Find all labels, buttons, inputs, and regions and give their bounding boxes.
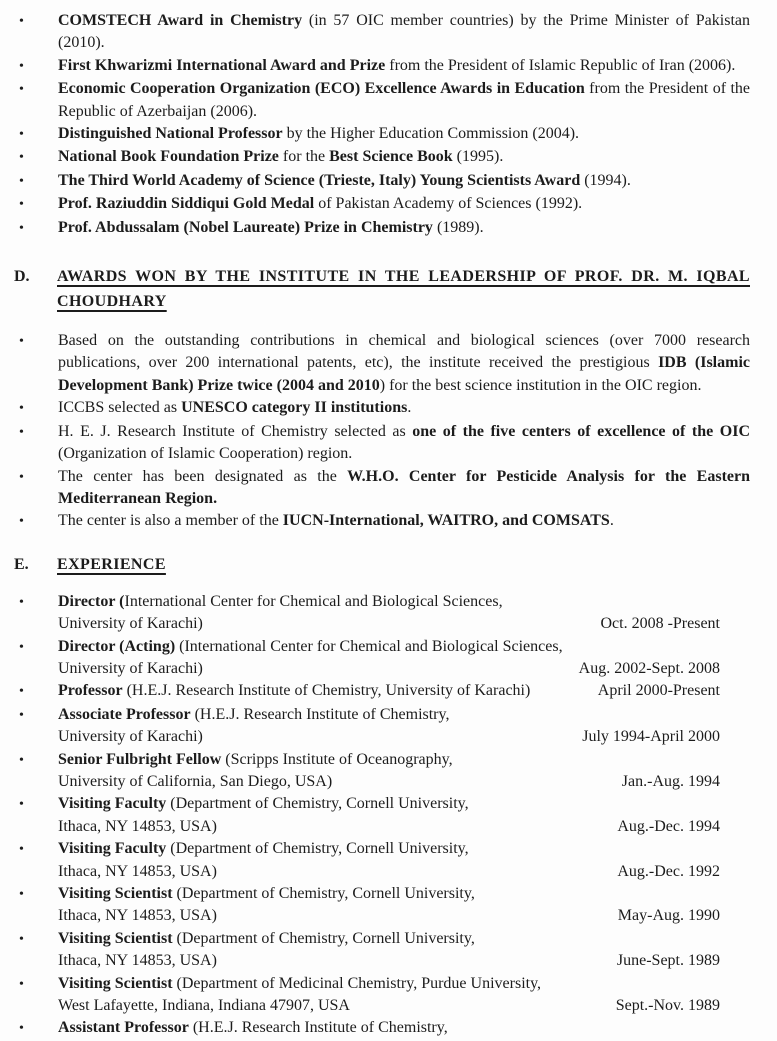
- experience-org: (Department of Chemistry, Cornell University,: [172, 929, 475, 947]
- text-segment: (in 57 OIC member countries) by the Prime Minister of Pakistan (2010).: [58, 12, 750, 52]
- experience-location: Ithaca, NY 14853, USA): [58, 817, 217, 835]
- text-segment: Based on the outstanding contributions in chemical and biological sciences (over 7000 research publications, over 200 international patents, etc), the institute received the prestigious: [58, 332, 750, 372]
- bullet-text: [58, 10, 750, 55]
- personal-awards-list: [0, 10, 777, 240]
- experience-body: [58, 838, 750, 883]
- institute-awards-list: [0, 330, 777, 534]
- experience-line2: [58, 995, 750, 1017]
- section-e-heading: [0, 552, 777, 577]
- experience-org: (H.E.J. Research Institute of Chemistry,: [190, 705, 450, 723]
- text-segment: Economic Cooperation Organization (ECO) Excellence Awards in Education: [58, 80, 585, 98]
- experience-title: Director (: [58, 592, 125, 610]
- text-segment: (1995).: [452, 148, 504, 166]
- experience-line1: [58, 1017, 750, 1039]
- section-d-title-line2: CHOUDHARY: [57, 293, 167, 311]
- experience-line2: [58, 613, 750, 635]
- experience-line1: [58, 636, 750, 658]
- experience-line1: [58, 838, 750, 860]
- text-segment: of Pakistan Academy of Sciences (1992).: [314, 195, 583, 213]
- section-d-title: [57, 264, 750, 314]
- experience-text: [58, 636, 563, 658]
- bullet-icon: •: [19, 82, 24, 98]
- experience-location: University of Karachi): [58, 659, 203, 677]
- experience-body: [58, 704, 750, 749]
- experience-body: [58, 636, 750, 681]
- experience-location: Ithaca, NY 14853, USA): [58, 862, 217, 880]
- text-segment: National Book Foundation Prize: [58, 148, 279, 166]
- bullet-icon: •: [19, 58, 24, 74]
- experience-title: Visiting Faculty: [58, 840, 167, 858]
- experience-item: [0, 1017, 777, 1040]
- bullet-icon: •: [19, 842, 24, 858]
- experience-text: [58, 680, 530, 702]
- text-segment: First Khwarizmi International Award and Prize: [58, 56, 386, 74]
- experience-date: Aug.-Dec. 1994: [617, 817, 720, 835]
- experience-item: [0, 636, 777, 681]
- section-d-heading: [0, 264, 777, 314]
- experience-text: [58, 883, 475, 905]
- experience-line1: [58, 704, 750, 726]
- bullet-icon: •: [19, 14, 24, 29]
- experience-list: [0, 591, 777, 1041]
- experience-org: (Scripps Institute of Oceanography,: [221, 750, 453, 768]
- bullet-icon: •: [19, 797, 24, 813]
- experience-title: Director (Acting): [58, 637, 176, 655]
- text-segment: .: [609, 512, 614, 530]
- bullet-icon: •: [19, 1021, 24, 1037]
- text-segment: Prof. Raziuddin Siddiqui Gold Medal: [58, 195, 315, 213]
- experience-title: Assistant Professor: [58, 1019, 189, 1037]
- bullet-icon: •: [19, 707, 24, 723]
- experience-line1: [58, 928, 750, 950]
- experience-item: [0, 838, 777, 883]
- institute-achievement-item: [0, 466, 777, 511]
- text-segment: from the President of the Republic of Azerbaijan (2006).: [58, 80, 751, 120]
- award-item: [0, 170, 777, 193]
- experience-title: Visiting Scientist: [58, 974, 173, 992]
- text-segment: Distinguished National Professor: [58, 125, 283, 143]
- experience-location: University of Karachi): [58, 728, 203, 746]
- text-segment: The center has been designated as the: [58, 467, 348, 485]
- section-e-title-text: EXPERIENCE: [57, 555, 166, 573]
- experience-body: [58, 793, 750, 838]
- experience-body: [58, 749, 750, 794]
- award-item: [0, 217, 777, 240]
- bullet-icon: •: [19, 424, 24, 440]
- experience-date: June-Sept. 1989: [616, 952, 720, 970]
- experience-title: Visiting Scientist: [58, 885, 173, 902]
- bullet-icon: •: [19, 401, 24, 417]
- experience-location: Ithaca, NY 14853, USA): [58, 952, 217, 970]
- experience-line2: [58, 816, 750, 838]
- bullet-text: [58, 397, 750, 419]
- experience-line2: [58, 950, 750, 972]
- experience-org: (Department of Chemistry, Cornell University,: [166, 840, 469, 858]
- experience-item: [0, 883, 777, 928]
- experience-item: [0, 591, 777, 636]
- experience-item: [0, 749, 777, 794]
- experience-title: Professor: [58, 682, 123, 700]
- experience-text: [58, 591, 503, 613]
- text-segment: .: [407, 399, 412, 417]
- section-d-title-line1: AWARDS WON BY THE INSTITUTE IN THE LEADERSHIP OF PROF. DR. M. IQBAL: [57, 268, 750, 286]
- bullet-icon: •: [19, 469, 24, 485]
- award-item: [0, 78, 777, 123]
- bullet-text: [58, 217, 750, 239]
- experience-text: [58, 749, 453, 771]
- section-e-label: E.: [14, 555, 29, 573]
- experience-title: Senior Fulbright Fellow: [58, 750, 222, 768]
- bullet-text: [58, 123, 750, 145]
- experience-text: [58, 793, 469, 815]
- experience-text: [58, 704, 449, 726]
- experience-body: [58, 883, 750, 928]
- experience-org: (H.E.J. Research Institute of Chemistry,: [188, 1019, 448, 1037]
- text-segment: ICCBS selected as: [58, 399, 182, 417]
- bullet-icon: •: [19, 931, 24, 947]
- experience-title: Associate Professor: [58, 705, 191, 723]
- experience-body: [58, 973, 750, 1018]
- bullet-text: [58, 510, 750, 532]
- institute-achievement-item: [0, 330, 777, 397]
- bullet-text: [58, 146, 750, 168]
- text-segment: one of the five centers of excellence of the OIC: [412, 422, 751, 440]
- experience-date: Aug. 2002-Sept. 2008: [578, 659, 720, 677]
- text-segment: (1989).: [432, 218, 484, 236]
- bullet-text: [58, 330, 750, 397]
- institute-achievement-item: [0, 421, 777, 466]
- experience-date: July 1994-April 2000: [582, 728, 720, 746]
- experience-text: [58, 973, 541, 995]
- institute-achievement-item: [0, 397, 777, 420]
- experience-org: International Center for Chemical and Biological Sciences,: [124, 592, 503, 610]
- award-item: [0, 193, 777, 216]
- text-segment: UNESCO category II institutions: [181, 399, 408, 417]
- experience-line1: [58, 591, 750, 613]
- experience-title: Visiting Scientist: [58, 929, 173, 947]
- text-segment: for the: [278, 148, 330, 166]
- award-item: [0, 55, 777, 78]
- experience-line1: [58, 680, 750, 702]
- text-segment: H. E. J. Research Institute of Chemistry selected as: [58, 422, 413, 440]
- experience-date: Sept.-Nov. 1989: [615, 997, 720, 1015]
- text-segment: The Third World Academy of Science (Trieste, Italy) Young Scientists Award: [58, 171, 581, 189]
- bullet-icon: •: [19, 150, 24, 166]
- experience-item: [0, 973, 777, 1018]
- bullet-text: [58, 466, 750, 511]
- bullet-icon: •: [19, 173, 24, 189]
- experience-item: [0, 928, 777, 973]
- experience-location: West Lafayette, Indiana, Indiana 47907, USA: [58, 997, 350, 1015]
- experience-date: Oct. 2008 -Present: [600, 615, 720, 633]
- experience-org: (Department of Medicinal Chemistry, Purdue University,: [172, 974, 542, 992]
- experience-text: [58, 1017, 448, 1039]
- experience-item: [0, 793, 777, 838]
- experience-line1: [58, 749, 750, 771]
- experience-line1: [58, 883, 750, 905]
- text-segment: IUCN-International, WAITRO, and COMSATS: [282, 512, 610, 530]
- bullet-icon: •: [19, 127, 24, 143]
- experience-location: University of California, San Diego, USA): [58, 772, 333, 790]
- text-segment: by the Higher Education Commission (2004).: [282, 125, 580, 143]
- experience-line1: [58, 973, 750, 995]
- experience-line2: [58, 905, 750, 927]
- bullet-icon: •: [19, 594, 24, 610]
- text-segment: The center is also a member of the: [58, 512, 283, 530]
- experience-date: Aug.-Dec. 1992: [617, 862, 720, 880]
- section-e-title: [57, 552, 750, 577]
- award-item: [0, 123, 777, 146]
- text-segment: Prof. Abdussalam (Nobel Laureate) Prize in Chemistry: [58, 218, 433, 236]
- text-segment: (1994).: [580, 171, 631, 189]
- bullet-icon: •: [19, 684, 24, 700]
- award-item: [0, 10, 777, 55]
- experience-location: University of Karachi): [58, 615, 203, 633]
- experience-body: [58, 1017, 750, 1039]
- bullet-text: [58, 78, 750, 123]
- bullet-icon: •: [19, 334, 24, 350]
- experience-line2: [58, 658, 750, 680]
- bullet-icon: •: [19, 514, 24, 530]
- bullet-icon: •: [19, 887, 24, 902]
- experience-line2: [58, 726, 750, 748]
- experience-org: (Department of Chemistry, Cornell University,: [166, 795, 469, 813]
- text-segment: IDB (Islamic Development Bank) Prize twice (2004 and 2010: [58, 354, 750, 394]
- experience-item: [0, 704, 777, 749]
- experience-org: (International Center for Chemical and Biological Sciences,: [175, 637, 563, 655]
- experience-title: Visiting Faculty: [58, 795, 167, 813]
- bullet-icon: •: [19, 639, 24, 655]
- bullet-icon: •: [19, 220, 24, 236]
- experience-date: April 2000-Present: [597, 682, 720, 700]
- experience-body: [58, 680, 750, 702]
- text-segment: (Organization of Islamic Cooperation) region.: [58, 445, 353, 463]
- experience-item: [0, 680, 777, 703]
- experience-location: Ithaca, NY 14853, USA): [58, 907, 217, 925]
- bullet-icon: •: [19, 752, 24, 768]
- experience-body: [58, 591, 750, 636]
- experience-body: [58, 928, 750, 973]
- bullet-text: [58, 193, 750, 215]
- experience-text: [58, 838, 469, 860]
- experience-date: Jan.-Aug. 1994: [621, 772, 720, 790]
- award-item: [0, 146, 777, 169]
- bullet-text: [58, 55, 750, 77]
- experience-line2: [58, 771, 750, 793]
- experience-text: [58, 928, 475, 950]
- experience-org: (H.E.J. Research Institute of Chemistry, University of Karachi): [122, 682, 531, 700]
- text-segment: ) for the best science institution in the OIC region.: [379, 376, 702, 394]
- text-segment: from the President of Islamic Republic of Iran (2006).: [385, 56, 736, 74]
- experience-org: (Department of Chemistry, Cornell University,: [172, 885, 475, 902]
- bullet-text: [58, 170, 750, 192]
- institute-achievement-item: [0, 510, 777, 533]
- bullet-text: [58, 421, 750, 466]
- text-segment: COMSTECH Award in Chemistry: [58, 12, 303, 29]
- section-d-label: D.: [14, 268, 30, 286]
- text-segment: W.H.O. Center for Pesticide Analysis for the Eastern Mediterranean Region.: [58, 467, 750, 507]
- experience-date: May-Aug. 1990: [617, 907, 720, 925]
- text-segment: Best Science Book: [329, 148, 453, 166]
- bullet-icon: •: [19, 197, 24, 213]
- bullet-icon: •: [19, 976, 24, 992]
- experience-line1: [58, 793, 750, 815]
- experience-line2: [58, 861, 750, 883]
